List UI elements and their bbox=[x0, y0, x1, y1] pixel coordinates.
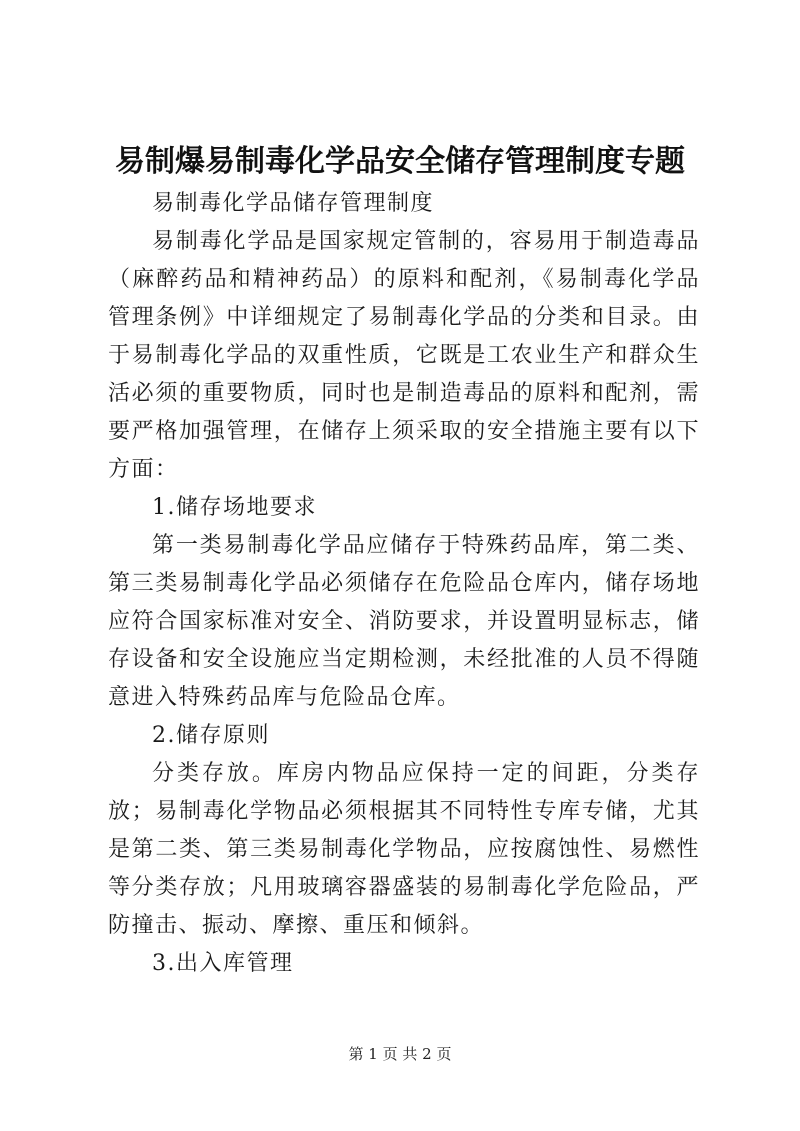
section-heading-storage-site: 1.储存场地要求 bbox=[152, 495, 317, 520]
page-number-footer: 第 1 页 共 2 页 bbox=[348, 1045, 452, 1063]
paragraph-storage-site: 第一类易制毒化学品应储存于特殊药品库，第二类、第三类易制毒化学品必须储存在危险品仓库内，储存场地应符合国家标准对安全、消防要求，并设置明显标志，储存设备和安全设施应当定期检测，未经批准的人员不得随意进入特殊药品库与危险品仓库。 bbox=[108, 533, 700, 710]
paragraph-intro: 易制毒化学品是国家规定管制的，容易用于制造毒品（麻醉药品和精神药品）的原料和配剂，《易制毒化学品管理条例》中详细规定了易制毒化学品的分类和目录。由于易制毒化学品的双重性质，它既是工农业生产和群众生活必须的重要物质，同时也是制造毒品的原料和配剂，需要严格加强管理，在储存上须采取的安全措施主要有以下方面： bbox=[108, 229, 700, 482]
paragraph-storage-principle: 分类存放。库房内物品应保持一定的间距，分类存放；易制毒化学物品必须根据其不同特性专库专储，尤其是第二类、第三类易制毒化学物品，应按腐蚀性、易燃性等分类存放；凡用玻璃容器盛装的易制毒化学危险品，严防撞击、振动、摩擦、重压和倾斜。 bbox=[108, 761, 700, 938]
section-heading-inout-management: 3.出入库管理 bbox=[152, 951, 294, 976]
document-body bbox=[108, 185, 700, 983]
document-title: 易制爆易制毒化学品安全储存管理制度专题 bbox=[115, 144, 685, 179]
section-heading-storage-principle: 2.储存原则 bbox=[152, 723, 270, 748]
paragraph-subtitle: 易制毒化学品储存管理制度 bbox=[152, 191, 435, 216]
